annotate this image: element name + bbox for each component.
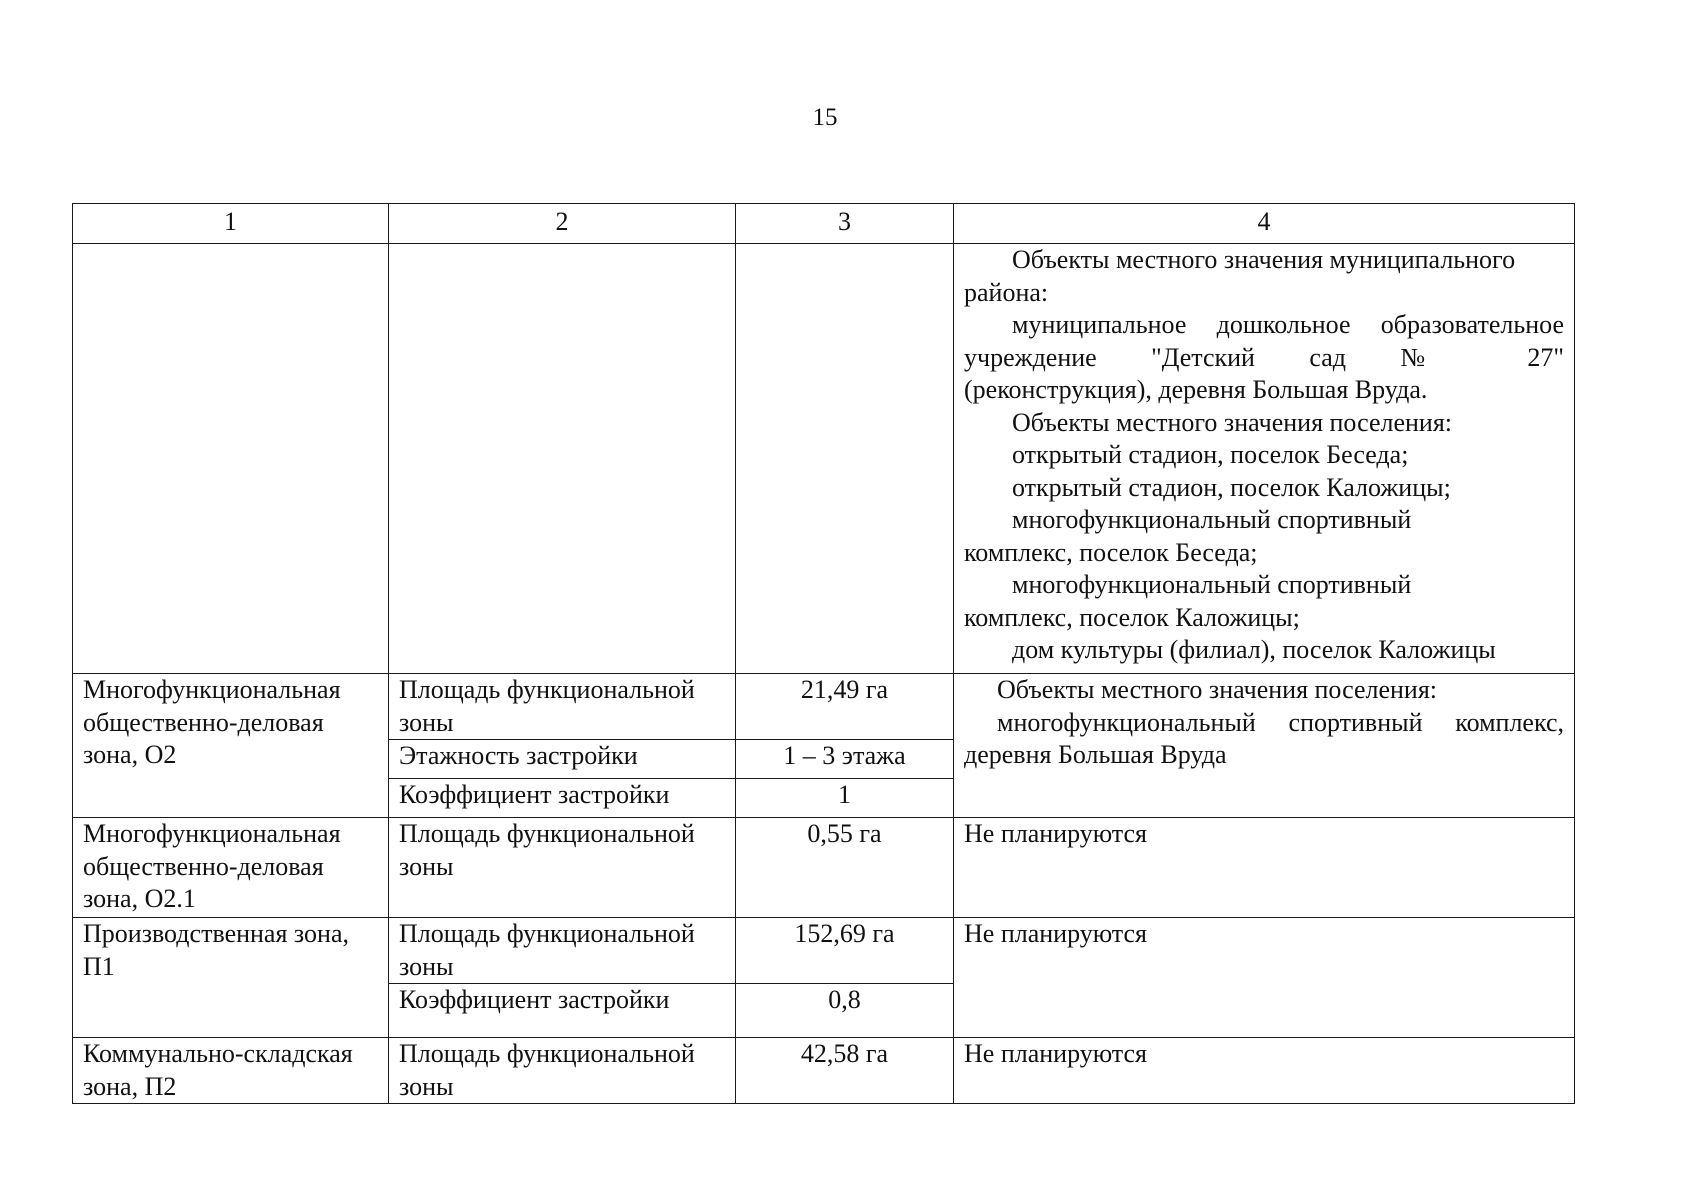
param-cell: Площадь функциональной зоны: [389, 674, 736, 740]
value-cell: 0,8: [736, 984, 954, 1038]
empty-cell: [736, 244, 954, 674]
objects-paragraph: Объекты местного значения муниципального района:: [964, 245, 1516, 307]
param-cell: Площадь функциональной зоны: [389, 818, 736, 918]
objects-paragraph: учреждение "Детский сад № 27": [964, 342, 1564, 372]
empty-cell: [73, 244, 389, 674]
value-cell: 42,58 га: [736, 1038, 954, 1104]
objects-paragraph: многофункциональный спортивный комплекс, поселок Каложицы;: [964, 570, 1412, 632]
objects-paragraph: Объекты местного значения поселения:: [1012, 407, 1453, 437]
objects-paragraph: муниципальное дошкольное образовательное: [1012, 310, 1564, 339]
objects-cell: [954, 674, 1575, 818]
param-cell: Этажность застройки: [389, 740, 736, 779]
objects-paragraph: Объекты местного значения поселения:: [997, 675, 1438, 704]
param-cell: Площадь функциональной зоны: [389, 918, 736, 984]
header-col-3: 3: [736, 204, 954, 244]
zone-name-cell: Многофункциональная общественно-деловая зона, О2: [73, 674, 389, 818]
zone-name-cell: Коммунально-складская зона, П2: [73, 1038, 389, 1104]
table-row: [73, 918, 1575, 984]
table-row: [73, 818, 1575, 918]
zones-table: [72, 203, 1575, 1104]
header-col-1: 1: [73, 204, 389, 244]
page-number: 15: [812, 104, 838, 131]
zone-name-cell: Производственная зона, П1: [73, 918, 389, 1038]
table-row: [73, 674, 1575, 740]
objects-cell: Не планируются: [954, 1038, 1575, 1104]
objects-cell: Не планируются: [954, 818, 1575, 918]
objects-paragraph: (реконструкция), деревня Большая Вруда.: [964, 375, 1428, 404]
param-cell: Коэффициент застройки: [389, 984, 736, 1038]
value-cell: 1 – 3 этажа: [736, 740, 954, 779]
param-cell: Коэффициент застройки: [389, 779, 736, 818]
objects-paragraph: открытый стадион, поселок Беседа;: [1012, 440, 1409, 469]
value-cell: 152,69 га: [736, 918, 954, 984]
objects-cell: [954, 244, 1575, 674]
objects-paragraph: дом культуры (филиал), поселок Каложицы: [1012, 635, 1496, 664]
value-cell: 1: [736, 779, 954, 818]
table-row: [73, 1038, 1575, 1104]
objects-paragraph: многофункциональный спортивный комплекс, поселок Беседа;: [964, 505, 1412, 567]
objects-paragraph: открытый стадион, поселок Каложицы;: [1012, 472, 1451, 502]
header-row: [73, 204, 1575, 244]
objects-cell: Не планируются: [954, 918, 1575, 1038]
param-cell: Площадь функциональной зоны: [389, 1038, 736, 1104]
zone-name-cell: Многофункциональная общественно-деловая зона, О2.1: [73, 818, 389, 918]
header-col-4: 4: [954, 204, 1575, 244]
header-col-2: 2: [389, 204, 736, 244]
value-cell: 21,49 га: [736, 674, 954, 740]
empty-cell: [389, 244, 736, 674]
value-cell: 0,55 га: [736, 818, 954, 918]
objects-paragraph: многофункциональный спортивный комплекс, деревня Большая Вруда: [964, 707, 1564, 769]
table-row: [73, 244, 1575, 674]
